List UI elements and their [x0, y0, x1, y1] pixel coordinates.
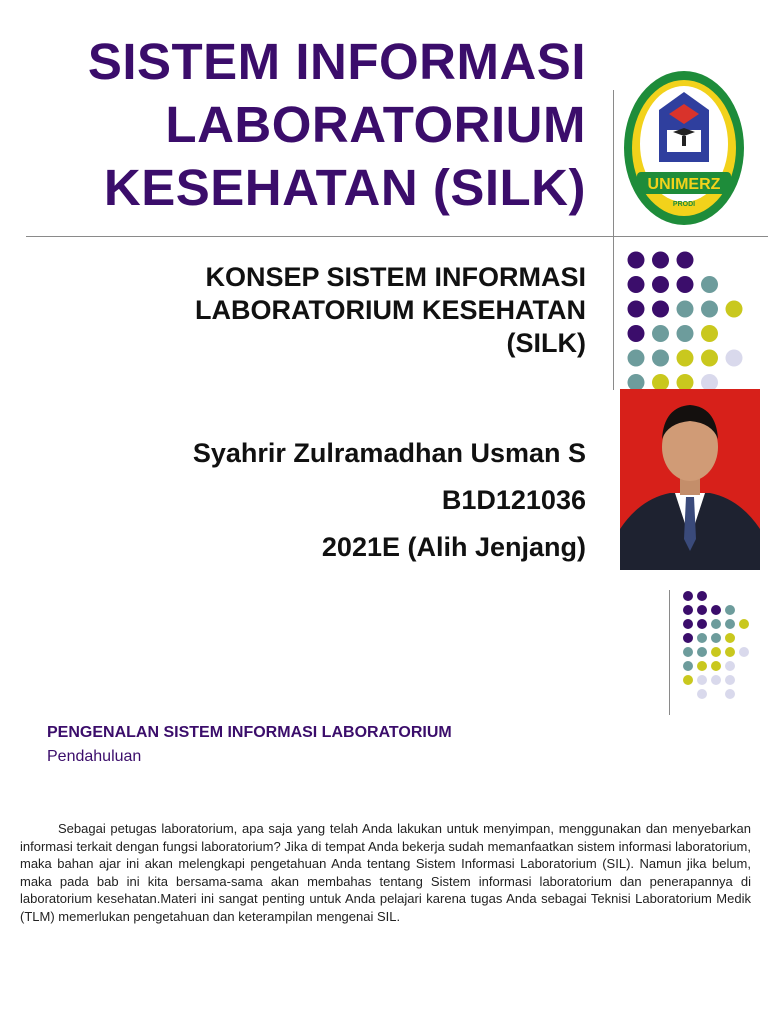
decorative-dot: [725, 675, 735, 685]
decorative-dot: [725, 661, 735, 671]
decorative-dot: [725, 633, 735, 643]
title-line-2: LABORATORIUM: [165, 96, 586, 153]
subtitle-line-1: KONSEP SISTEM INFORMASI: [205, 262, 586, 292]
section-subheading: Pendahuluan: [47, 748, 142, 765]
decorative-dot: [628, 301, 645, 318]
decorative-dot: [701, 350, 718, 367]
decorative-dot: [683, 619, 693, 629]
decorative-dot: [725, 605, 735, 615]
decorative-dot: [628, 374, 645, 390]
decorative-dot: [725, 647, 735, 657]
decorative-dot: [677, 252, 694, 269]
author-block: [26, 430, 586, 571]
decorative-dot: [683, 633, 693, 643]
decorative-dot: [628, 276, 645, 293]
subtitle-line-3: (SILK): [506, 328, 586, 358]
decorative-dot: [725, 689, 735, 699]
decorative-dot: [711, 633, 721, 643]
decorative-dot: [628, 252, 645, 269]
decorative-dot: [701, 374, 718, 390]
author-name: Syahrir Zulramadhan Usman S: [192, 438, 586, 468]
document-subtitle: [26, 261, 586, 360]
decorative-dot: [739, 619, 749, 629]
title-line-1: SISTEM INFORMASI: [87, 33, 586, 90]
university-logo: [623, 70, 745, 226]
student-id: B1D121036: [441, 485, 586, 515]
decorative-dot: [725, 619, 735, 629]
decorative-dot: [683, 647, 693, 657]
decorative-dot: [711, 619, 721, 629]
decorative-dot: [697, 689, 707, 699]
decorative-dot-grid-large: [624, 248, 744, 390]
decorative-dot: [652, 252, 669, 269]
decorative-dot: [701, 325, 718, 342]
decorative-dot: [726, 301, 743, 318]
decorative-dot: [628, 350, 645, 367]
svg-text:PRODI: PRODI: [672, 201, 696, 208]
decorative-dot: [677, 325, 694, 342]
subtitle-line-2: LABORATORIUM KESEHATAN: [195, 295, 586, 325]
decorative-dot-grid-small: [680, 588, 760, 700]
decorative-dot: [726, 350, 743, 367]
decorative-dot: [711, 647, 721, 657]
decorative-dot: [701, 276, 718, 293]
decorative-dot: [711, 605, 721, 615]
decorative-dot: [677, 276, 694, 293]
decorative-dot: [697, 647, 707, 657]
svg-text:UNIMERZ: UNIMERZ: [647, 176, 721, 193]
decorative-dot: [697, 619, 707, 629]
class-info: 2021E (Alih Jenjang): [321, 532, 586, 562]
decorative-dot: [683, 661, 693, 671]
decorative-dot: [739, 647, 749, 657]
decorative-dot: [697, 661, 707, 671]
document-title: [26, 30, 586, 219]
decorative-dot: [652, 374, 669, 390]
decorative-dot: [677, 301, 694, 318]
decorative-dot: [652, 350, 669, 367]
decorative-dot: [677, 374, 694, 390]
title-line-3: KESEHATAN (SILK): [103, 159, 586, 216]
decorative-dot: [701, 301, 718, 318]
horizontal-divider: [26, 236, 768, 237]
decorative-dot: [652, 325, 669, 342]
author-photo: [620, 389, 760, 570]
decorative-dot: [677, 350, 694, 367]
decorative-dot: [711, 661, 721, 671]
decorative-dot: [652, 276, 669, 293]
decorative-dot: [711, 675, 721, 685]
decorative-dot: [697, 633, 707, 643]
decorative-dot: [683, 591, 693, 601]
section-heading: PENGENALAN SISTEM INFORMASI LABORATORIUM: [47, 724, 452, 741]
decorative-dot: [683, 675, 693, 685]
decorative-dot: [697, 591, 707, 601]
decorative-dot: [697, 605, 707, 615]
vertical-divider-top: [613, 90, 614, 390]
decorative-dot: [697, 675, 707, 685]
decorative-dot: [683, 605, 693, 615]
intro-paragraph: Sebagai petugas laboratorium, apa saja yang telah Anda lakukan untuk menyimpan, menggunakan dan menyebarkan informasi terkait dengan fungsi laboratorium? Jika di tempat Anda bekerja sudah memanfaatkan sistem informasi laboratorium, maka bahan ajar ini akan melengkapi pengetahuan Anda tentang Sistem Informasi Laboratorium (SIL). Namun jika belum, maka pada bab ini kita bersama-sama akan membahas tentang Sistem informasi laboratorium dan penerapannya di laboratorium kesehatan.Materi ini sangat penting untuk Anda pelajari karena tugas Anda sebagai Teknisi Laboratorium Medik (TLM) memerlukan pengetahuan dan keterampilan mengenai SIL.: [20, 821, 751, 924]
vertical-divider-bottom: [669, 590, 670, 715]
decorative-dot: [652, 301, 669, 318]
decorative-dot: [628, 325, 645, 342]
